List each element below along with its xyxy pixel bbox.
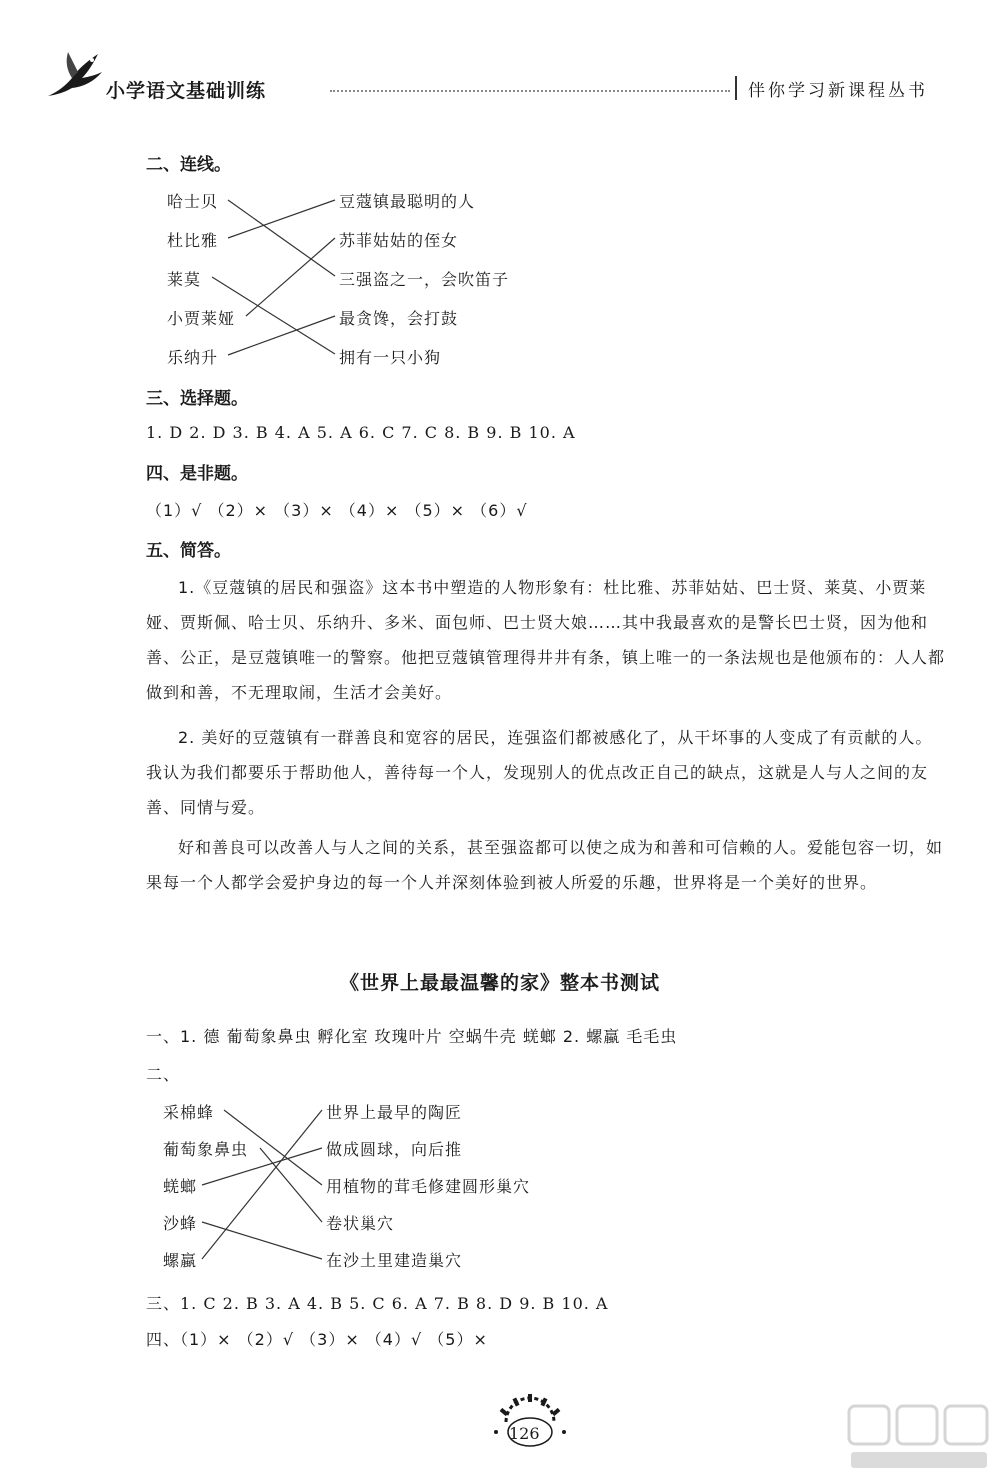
book-title: 小学语文基础训练 [106,80,267,102]
choice-heading: 三、选择题。 [146,389,248,409]
fill-answers: 一、1. 德 葡萄象鼻虫 孵化室 玫瑰叶片 空蜗牛壳 蜣螂 2. 螺蠃 毛毛虫 [146,1027,678,1046]
section-title: 《世界上最最温馨的家》整本书测试 [339,972,660,994]
watermark-logo-icon [845,1402,995,1474]
match-left-item: 采棉蜂 [163,1103,215,1122]
match-heading: 二、连线。 [146,155,231,175]
match-right-item: 在沙土里建造巢穴 [326,1251,463,1270]
sun-ornament-icon [490,1392,570,1452]
match-right-item: 豆蔻镇最聪明的人 [339,192,476,211]
choice-answers-2: 三、1. C 2. B 3. A 4. B 5. C 6. A 7. B 8. D 9. B 10. A [146,1294,609,1313]
answer-paragraph-2: 2. 美好的豆蔻镇有一群善良和宽容的居民，连强盗们都被感化了，从干坏事的人变成了有贡献的人。我认为我们都要乐于帮助他人，善待每一个人，发现别人的优点改正自己的缺点，这就是人与人之间的友善、同情与爱。 [146,728,933,817]
tf-answers-2: 四、（1）× （2）√ （3）× （4）√ （5）× [146,1330,488,1349]
page-number: 126 [509,1424,540,1443]
match-left-item: 小贾莱娅 [167,309,236,328]
match-left-item: 莱莫 [167,270,202,289]
match-right-item: 做成圆球，向后推 [326,1140,463,1159]
choice-answers: 1. D 2. D 3. B 4. A 5. A 6. C 7. C 8. B 9. B 10. A [146,423,576,442]
match-right-item: 世界上最早的陶匠 [326,1103,463,1122]
answer-paragraph-3: 好和善良可以改善人与人之间的关系，甚至强盗都可以使之成为和善和可信赖的人。爱能包容一切，如果每一个人都学会爱护身边的每一个人并深刻体验到被人所爱的乐趣，世界将是一个美好的世界。 [146,838,944,892]
short-heading: 五、简答。 [146,541,231,561]
tf-answers: （1）√ （2）× （3）× （4）× （5）× （6）√ [146,501,528,520]
match-right-item: 拥有一只小狗 [339,348,442,367]
match-right-item: 苏菲姑姑的侄女 [339,231,459,250]
match-right-item: 卷状巢穴 [326,1214,395,1233]
match-left-item: 哈士贝 [167,192,219,211]
match-left-item: 乐纳升 [167,348,219,367]
match-left-item: 沙蜂 [163,1214,198,1233]
answer-paragraph-1: 1.《豆蔻镇的居民和强盗》这本书中塑造的人物形象有：杜比雅、苏菲姑姑、巴士贤、莱莫、小贾莱娅、贾斯佩、哈士贝、乐纳升、多米、面包师、巴士贤大娘……其中我最喜欢的是警长巴士贤，因为他和善、公正，是豆蔻镇唯一的警察。他把豆蔻镇管理得井井有条，镇上唯一的一条法规也是他颁布的：人人都做到和善，不无理取闹，生活才会美好。 [146,578,946,702]
match-right-item: 用植物的茸毛修建圆形巢穴 [326,1177,531,1196]
match-right-item: 最贪馋，会打鼓 [339,309,459,328]
match-heading-2: 二、 [146,1065,181,1084]
match-right-item: 三强盗之一，会吹笛子 [339,270,510,289]
match-left-item: 蜣螂 [163,1177,198,1196]
match-left-item: 杜比雅 [167,231,219,250]
tf-heading: 四、是非题。 [146,464,248,484]
match-left-item: 葡萄象鼻虫 [163,1140,249,1159]
series-title: 伴你学习新课程丛书 [748,81,928,101]
match-left-item: 螺蠃 [163,1251,198,1270]
